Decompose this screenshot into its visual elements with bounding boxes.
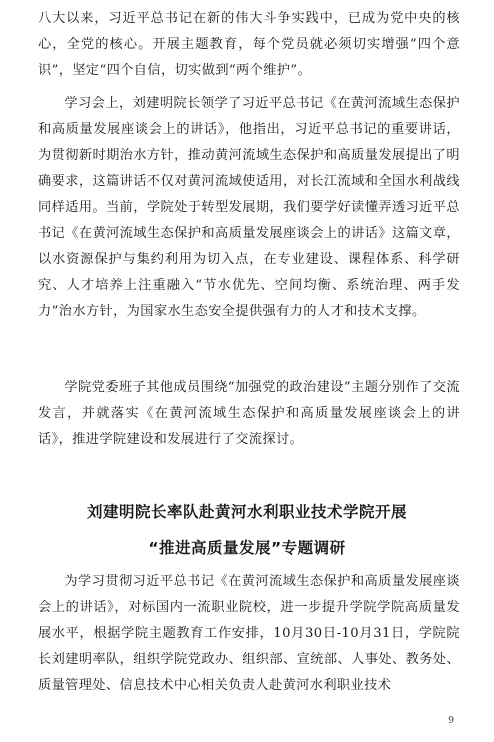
section-heading-line-2: “推进高质量发展”专题调研 [148, 539, 346, 557]
page-number: 9 [448, 716, 454, 726]
body-paragraph-study-meeting: 学习会上，刘建明院长领学了习近平总书记《在黄河流域生态保护和高质量发展座谈会上的讲话》，他指出，习近平总书记的重要讲话，为贯彻新时期治水方针，推动黄河流域生态保护和高质量发展提出了明确要求，这篇讲话不仅对黄河流域使适用，对长江流域和全国水利战线同样适用。当前，学院处于转型发展期，我们要学好读懂弄透习近平总书记《在黄河流域生态保护和高质量发展座谈会上的讲话》这篇文章，以水资源保护与集约利用为切入点，在专业建设、课程体系、科学研究、人才培养上注重融入“节水优先、空间均衡、系统治理、两手发力”治水方针，为国家水生态安全提供强有力的人才和技术支撑。 [38, 96, 460, 319]
body-paragraph-research-visit: 为学习贯彻习近平总书记《在黄河流域生态保护和高质量发展座谈会上的讲话》，对标国内一流职业院校，进一步提升学院学院高质量发展水平，根据学院主题教育工作安排，10月30日-10月31日，学院院长刘建明率队，组织学院党政办、组织部、宣统部、人事处、教务处、质量管理处、信息技术中心相关负责人赴黄河水利职业技术 [38, 574, 460, 693]
section-heading-line-1: 刘建明院长率队赴黄河水利职业技术学院开展 [86, 503, 407, 521]
body-paragraph-committee-exchange: 学院党委班子其他成员围绕“加强党的政治建设”主题分别作了交流发言，并就落实《在黄河流域生态保护和高质量发展座谈会上的讲话》，推进学院建设和发展进行了交流探讨。 [38, 380, 460, 447]
body-paragraph-continued: 八大以来，习近平总书记在新的伟大斗争实践中，已成为党中央的核心，全党的核心。开展主题教育，每个党员就必须切实增强“四个意识”，坚定“四个自信，切实做到“两个维护”。 [38, 11, 460, 78]
